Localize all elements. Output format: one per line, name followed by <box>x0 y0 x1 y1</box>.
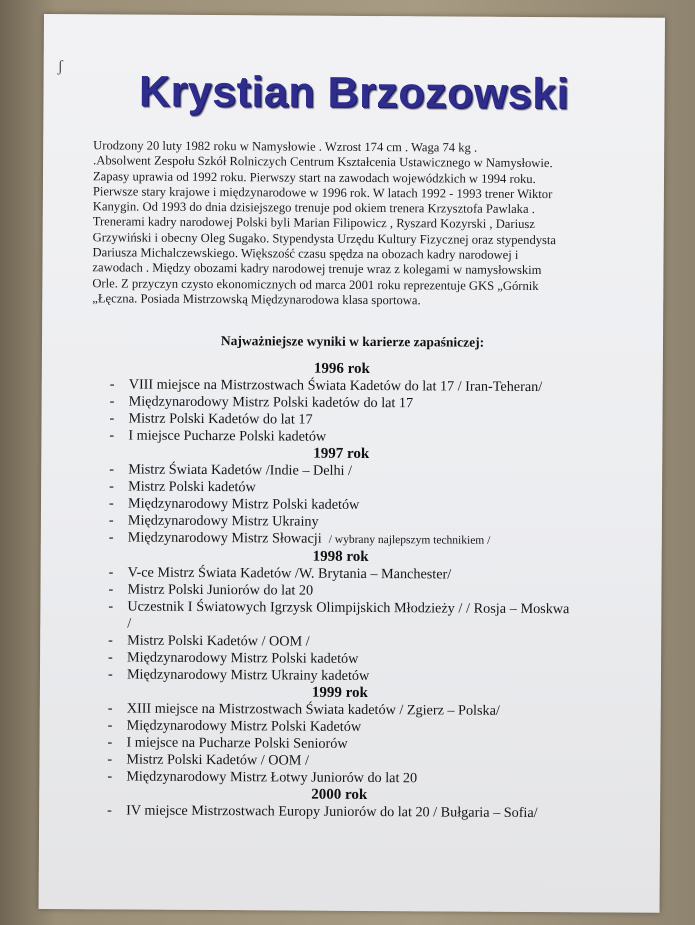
list-item <box>100 666 580 686</box>
result-text: Uczestnik I Światowych Igrzysk Olimpijskich Młodzieży / / Rosja – Moskwa / <box>127 598 570 632</box>
year-heading: 1998 rok <box>312 548 369 565</box>
dash-bullet: - <box>107 802 112 819</box>
document-sheet <box>39 14 665 913</box>
result-text: Mistrz Polski Kadetów do lat 17 <box>128 410 313 428</box>
dash-bullet: - <box>109 478 114 495</box>
result-text: I miejsce na Pucharze Polski Seniorów <box>126 734 348 752</box>
dash-bullet: - <box>107 666 113 683</box>
dash-bullet: - <box>107 700 113 717</box>
result-text: Międzynarodowy Mistrz Polski Kadetów <box>126 717 362 735</box>
result-text: Międzynarodowy Mistrz Ukrainy <box>127 512 319 530</box>
bio-line: „Łęczna. Posiada Mistrzowską Międzynarodowa klasa sportowa. <box>92 291 421 308</box>
results-list <box>99 359 582 822</box>
year-heading: 1997 rok <box>313 445 370 462</box>
dash-bullet: - <box>108 581 114 598</box>
dash-bullet: - <box>109 410 115 427</box>
result-text: XIII miejsce na Mistrzostwach Świata kadetów / Zgierz – Polska/ <box>126 700 500 719</box>
result-text: V-ce Mistrz Świata Kadetów /W. Brytania – Manchester/ <box>127 564 452 583</box>
pen-mark: ʃ <box>57 58 64 76</box>
result-text: Międzynarodowy Mistrz Słowacji <box>127 529 322 547</box>
dash-bullet: - <box>107 751 113 768</box>
result-text: Mistrz Polski Juniorów do lat 20 <box>127 581 314 599</box>
bio-line: Urodzony 20 luty 1982 roku w Namysłowie . Wzrost 174 cm . Waga 74 kg . <box>93 138 478 155</box>
bio-line: Orle. Z przyczyn czysto ekonomicznych od marca 2001 roku reprezentuje GKS „Górnik <box>92 275 539 293</box>
result-text: Międzynarodowy Mistrz Ukrainy kadetów <box>126 666 370 684</box>
result-text: Międzynarodowy Mistrz Polski kadetów <box>127 495 360 513</box>
dash-bullet: - <box>108 649 113 666</box>
result-text: VIII miejsce na Mistrzostwach Świata Kadetów do lat 17 / Iran-Teheran/ <box>128 376 543 396</box>
dash-bullet: - <box>107 717 113 734</box>
result-text: Mistrz Polski Kadetów / OOM / <box>127 632 310 650</box>
result-note: / wybrany najlepszym technikiem / <box>328 533 491 547</box>
year-heading: 1999 rok <box>311 684 368 701</box>
result-text: IV miejsce Mistrzostwach Europy Juniorów do lat 20 / Bułgaria – Sofia/ <box>126 802 538 822</box>
result-text: Mistrz Świata Kadetów /Indie – Delhi / <box>128 461 353 479</box>
bio-line: .Absolwent Zespołu Szkół Rolniczych Centrum Kształcenia Ustawicznego w Namysłowie. <box>93 153 553 171</box>
bio-line: Grzywiński i obecny Oleg Sugako. Stypendysta Urzędu Kultury Fizycznej oraz stypendysta <box>92 230 557 247</box>
list-item <box>100 598 580 635</box>
result-text: Międzynarodowy Mistrz Polski kadetów do lat 17 <box>128 393 414 412</box>
result-text: Międzynarodowy Mistrz Polski kadetów <box>127 649 359 667</box>
result-text: Międzynarodowy Mistrz Łotwy Juniorów do lat 20 <box>126 768 418 787</box>
dash-bullet: - <box>109 427 115 444</box>
year-heading: 1996 rok <box>313 360 370 377</box>
dash-bullet: - <box>108 564 114 581</box>
dash-bullet: - <box>108 598 114 615</box>
bio-line: Dariusza Michalczewskiego. Większość czasu spędza na obozach kadry narodowej i <box>92 245 519 262</box>
page-title: Krystian Brzozowski <box>138 67 570 119</box>
result-text: Mistrz Polski kadetów <box>128 478 256 496</box>
bio-line: Pierwsze stary krajowe i międzynarodowe w 1996 rok. W latach 1992 - 1993 trener Wiktor <box>92 184 553 201</box>
results-heading: Najważniejsze wyniki w karierze zapaśniczej: <box>220 333 485 350</box>
list-item <box>101 427 581 447</box>
dash-bullet: - <box>109 376 115 393</box>
bio-line: zawodach . Między obozami kadry narodowej trenuje wraz z kolegami w namysłowskim <box>92 260 542 278</box>
bio-line: Trenerami kadry narodowej Polski byli Marian Filipowicz , Ryszard Kozyrski , Dariusz <box>92 214 535 232</box>
dash-bullet: - <box>108 632 113 649</box>
result-text: I miejsce Pucharze Polski kadetów <box>128 427 327 445</box>
result-text: Mistrz Polski Kadetów / OOM / <box>126 751 309 769</box>
dash-bullet: - <box>108 512 114 529</box>
dash-bullet: - <box>107 734 113 751</box>
list-item <box>99 802 579 822</box>
dash-bullet: - <box>108 529 114 546</box>
bio-line: Kanygin. Od 1993 do dnia dzisiejszego trenuje pod okiem trenera Krzysztofa Pawlaka . <box>92 199 535 217</box>
year-heading: 2000 rok <box>311 786 368 803</box>
dash-bullet: - <box>108 495 114 512</box>
list-item <box>101 529 581 550</box>
list-item <box>99 768 579 788</box>
dash-bullet: - <box>109 393 115 410</box>
biography-paragraph <box>92 138 613 309</box>
dash-bullet: - <box>107 768 113 785</box>
dash-bullet: - <box>109 461 115 478</box>
bio-line: Zapasy uprawia od 1992 roku. Pierwszy start na zawodach wojewódzkich w 1994 roku. <box>92 168 536 186</box>
